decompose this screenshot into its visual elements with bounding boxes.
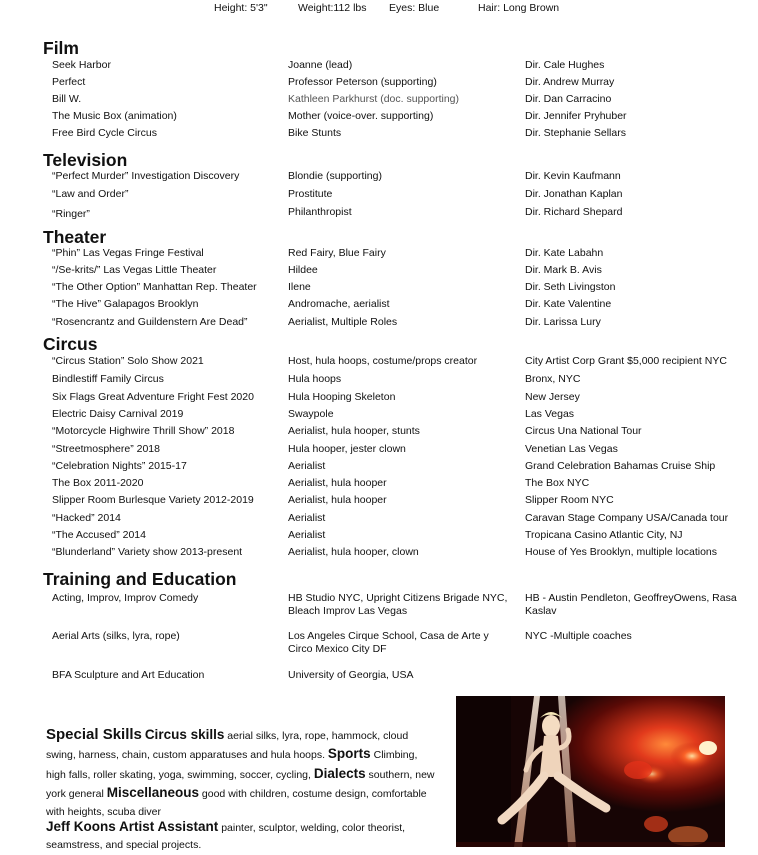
eyes-stat: Eyes: Blue: [389, 2, 440, 14]
credit-venue: Grand Celebration Bahamas Cruise Ship: [525, 460, 716, 472]
circus-skills-text: aerial silks, lyra, rope, hammock, cloud swing, harness, chain, custom apparatuses and hula hoops.: [46, 730, 409, 762]
credit-title: Bill W.: [52, 93, 82, 105]
credit-title: “The Accused” 2014: [52, 529, 146, 541]
credit-role: Professor Peterson (supporting): [288, 76, 437, 88]
credit-role: Mother (voice-over. supporting): [288, 110, 434, 122]
credit-title: “Ringer”: [52, 208, 90, 220]
credit-title: Free Bird Cycle Circus: [52, 127, 158, 139]
credit-director: Dir. Dan Carracino: [525, 93, 612, 105]
credit-title: “Celebration Nights” 2015-17: [52, 460, 187, 472]
credit-title: Six Flags Great Adventure Fright Fest 2020: [52, 391, 254, 403]
credit-title: Perfect: [52, 76, 86, 88]
credit-title: “Hacked” 2014: [52, 512, 121, 524]
credit-role: Prostitute: [288, 188, 333, 200]
credit-title: “Motorcycle Highwire Thrill Show” 2018: [52, 425, 235, 437]
credit-title: The Box 2011-2020: [52, 477, 144, 489]
circus-skills-label: Circus skills: [144, 727, 225, 742]
miscellaneous-text: good with children, costume design, comfortable with heights, scuba diver: [46, 788, 427, 818]
credit-venue: Las Vegas: [525, 408, 575, 420]
credit-title: “Blunderland” Variety show 2013-present: [52, 546, 243, 558]
credit-role: Aerialist: [288, 460, 326, 472]
credit-venue: New Jersey: [525, 391, 580, 403]
jeff-koons-text: painter, sculptor, welding, color theorist, seamstress, and special projects.: [46, 822, 406, 852]
credit-role: Red Fairy, Blue Fairy: [288, 247, 386, 259]
credit-role: Aerialist: [288, 529, 326, 541]
credit-director: Dir. Kate Labahn: [525, 247, 604, 259]
credit-role: Hula hooper, jester clown: [288, 443, 406, 455]
circus-heading: Circus: [43, 334, 98, 354]
credit-role: Hula hoops: [288, 373, 342, 385]
hair-stat: Hair: Long Brown: [478, 2, 560, 14]
credit-title: Electric Daisy Carnival 2019: [52, 408, 184, 420]
training-subject: BFA Sculpture and Art Education: [52, 669, 205, 681]
credit-title: “The Other Option” Manhattan Rep. Theater: [52, 281, 257, 293]
credit-role: Aerialist, hula hooper: [288, 494, 387, 506]
credit-director: Dir. Jennifer Pryhuber: [525, 110, 627, 122]
credit-role: Philanthropist: [288, 206, 352, 218]
credit-venue: Tropicana Casino Atlantic City, NJ: [525, 529, 683, 541]
credit-venue: Caravan Stage Company USA/Canada tour: [525, 512, 729, 524]
training-subject: Acting, Improv, Improv Comedy: [52, 592, 199, 604]
credit-director: Dir. Cale Hughes: [525, 59, 605, 71]
credit-title: “Rosencrantz and Guildenstern Are Dead”: [52, 316, 248, 328]
credit-venue: Bronx, NYC: [525, 373, 581, 385]
credit-director: Dir. Richard Shepard: [525, 206, 623, 218]
credit-director: Dir. Larissa Lury: [525, 316, 601, 328]
credit-role: Aerialist, hula hooper, clown: [288, 546, 419, 558]
credit-role: Bike Stunts: [288, 127, 342, 139]
credit-role: Kathleen Parkhurst (doc. supporting): [288, 93, 460, 105]
credit-venue: Slipper Room NYC: [525, 494, 614, 506]
credit-role: Andromache, aerialist: [288, 298, 390, 310]
training-subject: Aerial Arts (silks, lyra, rope): [52, 630, 180, 642]
credit-title: Slipper Room Burlesque Variety 2012-2019: [52, 494, 254, 506]
credit-role: Aerialist, Multiple Roles: [288, 316, 398, 328]
training-school: HB Studio NYC, Upright Citizens Brigade NYC, Bleach Improv Las Vegas: [288, 592, 508, 617]
credit-venue: City Artist Corp Grant $5,000 recipient NYC: [525, 355, 727, 367]
credit-role: Ilene: [288, 281, 311, 293]
credit-role: Joanne (lead): [288, 59, 353, 71]
training-heading: Training and Education: [43, 569, 237, 589]
jeff-koons-label: Jeff Koons Artist Assistant: [46, 819, 219, 835]
credit-role: Hildee: [288, 264, 318, 276]
dialects-text: southern, new york general: [46, 768, 435, 801]
dialects-label: Dialects: [313, 765, 366, 781]
sports-label: Sports: [327, 746, 371, 762]
credit-venue: Circus Una National Tour: [525, 425, 642, 437]
height-stat: Height: 5'3": [214, 2, 268, 14]
credit-role: Hula Hooping Skeleton: [288, 391, 396, 403]
credit-title: “Perfect Murder” Investigation Discovery: [52, 170, 240, 182]
miscellaneous-label: Miscellaneous: [106, 785, 199, 801]
credit-director: Dir. Kevin Kaufmann: [525, 170, 621, 182]
credit-venue: House of Yes Brooklyn, multiple locations: [525, 546, 718, 558]
training-school: Los Angeles Cirque School, Casa de Arte y Circo Mexico City DF: [288, 630, 489, 655]
training-teacher: NYC -Multiple coaches: [525, 630, 632, 642]
credit-title: “The Hive” Galapagos Brooklyn: [52, 298, 199, 310]
aerialist-performance-photo: [456, 696, 725, 847]
credit-role: Blondie (supporting): [288, 170, 382, 182]
film-heading: Film: [43, 38, 79, 58]
credit-venue: Venetian Las Vegas: [525, 443, 618, 455]
credit-title: Seek Harbor: [52, 59, 111, 71]
credit-role: Host, hula hoops, costume/props creator: [288, 355, 478, 367]
credit-title: “Circus Station” Solo Show 2021: [52, 355, 204, 367]
theater-heading: Theater: [43, 227, 107, 247]
credit-role: Swaypole: [288, 408, 334, 420]
credit-director: Dir. Kate Valentine: [525, 298, 612, 310]
credit-role: Aerialist, hula hooper: [288, 477, 387, 489]
weight-stat: Weight:112 lbs: [298, 2, 367, 14]
physical-stats: [0, 2, 758, 16]
credit-title: “/Se-krits/” Las Vegas Little Theater: [52, 264, 217, 276]
training-school: University of Georgia, USA: [288, 669, 414, 681]
credit-venue: The Box NYC: [525, 477, 590, 489]
credit-title: “Law and Order”: [52, 188, 129, 200]
credit-title: The Music Box (animation): [52, 110, 177, 122]
credit-director: Dir. Seth Livingston: [525, 281, 616, 293]
sports-text: Climbing, high falls, roller skating, yoga, swimming, soccer, cycling,: [46, 749, 418, 781]
credit-director: Dir. Jonathan Kaplan: [525, 188, 623, 200]
credit-role: Aerialist: [288, 512, 326, 524]
credit-director: Dir. Stephanie Sellars: [525, 127, 626, 139]
credit-director: Dir. Andrew Murray: [525, 76, 615, 88]
credit-title: “Streetmosphere” 2018: [52, 443, 160, 455]
credit-director: Dir. Mark B. Avis: [525, 264, 602, 276]
credit-title: Bindlestiff Family Circus: [52, 373, 164, 385]
television-heading: Television: [43, 150, 128, 170]
special-skills-heading: Special Skills: [46, 726, 142, 743]
credit-title: “Phin” Las Vegas Fringe Festival: [52, 247, 204, 259]
training-teacher: HB - Austin Pendleton, GeoffreyOwens, Rasa Kaslav: [525, 592, 737, 617]
special-skills: [46, 726, 440, 855]
credit-role: Aerialist, hula hooper, stunts: [288, 425, 420, 437]
